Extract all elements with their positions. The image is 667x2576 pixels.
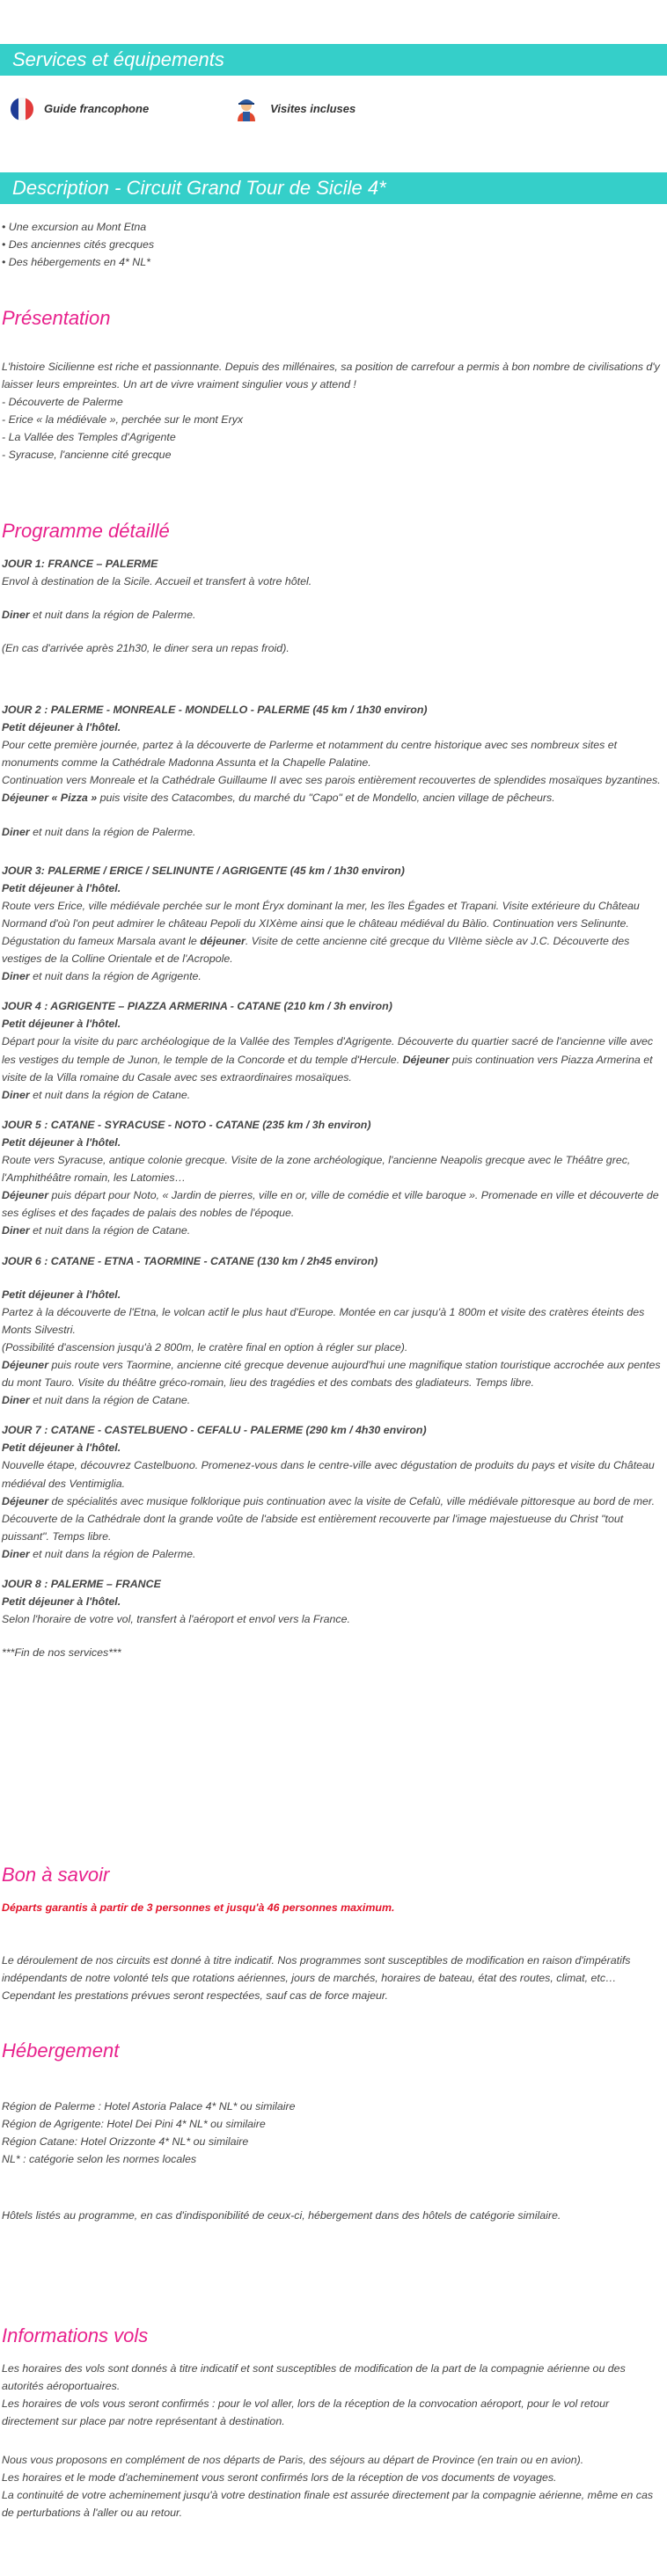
day-breakfast: Petit déjeuner à l'hôtel. (2, 1018, 121, 1031)
day-diner: Diner et nuit dans la région de Catane. (2, 1088, 191, 1101)
day-lunch: Déjeuner puis départ pour Noto, « Jardin de pierres, ville en or, ville de comédie et ville baroque ». Promenade en ville et découverte de ses églises et des façades de palais des nobles de l'époque. (2, 1189, 659, 1220)
presentation-item: - La Vallée des Temples d'Agrigente (2, 430, 176, 443)
description-header: Description - Circuit Grand Tour de Sicile 4* (0, 172, 667, 204)
vols-text: Nous vous proposons en complément de nos départs de Paris, des séjours au départ de Province (en train ou en avion). (2, 2453, 584, 2466)
bon-a-savoir-title: Bon à savoir (2, 1864, 110, 1886)
day-diner: Diner et nuit dans la région de Catane. (2, 1224, 191, 1237)
day-diner: Diner et nuit dans la région de Agrigente. (2, 970, 202, 983)
day-title: JOUR 6 : CATANE - ETNA - TAORMINE - CATANE (130 km / 2h45 environ) (2, 1254, 378, 1267)
visits-badge (233, 95, 355, 123)
presentation-item: - Découverte de Palerme (2, 395, 123, 408)
hotel-item: Région de Palerme : Hotel Astoria Palace 4* NL* ou similaire (2, 2099, 296, 2113)
guide-label: Guide francophone (44, 102, 150, 116)
vols-title: Informations vols (2, 2324, 149, 2346)
day-note: (En cas d'arrivée après 21h30, le diner sera un repas froid). (2, 641, 290, 654)
hebergement-note: Hôtels listés au programme, en cas d'indisponibilité de ceux-ci, hébergement dans des hôtels de catégorie similaire. (2, 2208, 561, 2222)
day-text: Pour cette première journée, partez à la découverte de Parlerme et notamment du centre historique avec ses nombreux sites et monuments comme la Cathédrale Madonna Assunta et la Chapelle Palatine. (2, 739, 618, 770)
day-text: (Possibilité d'ascension jusqu'à 2 800m, le cratère final en option à régler sur place). (2, 1340, 408, 1354)
bon-a-savoir-section (2, 1863, 662, 2004)
day-diner: Diner et nuit dans la région de Palerme. (2, 1547, 196, 1560)
hotel-item: NL* : catégorie selon les normes locales (2, 2152, 197, 2165)
services-badges (11, 95, 387, 123)
day-diner: Diner et nuit dans la région de Catane. (2, 1394, 191, 1407)
day-lunch: Déjeuner « Pizza » puis visite des Catacombes, du marché du "Capo" et de Mondello, ancien village de pêcheurs. (2, 792, 555, 805)
day-breakfast: Petit déjeuner à l'hôtel. (2, 1135, 121, 1149)
bullet-item: • Des anciennes cités grecques (2, 238, 155, 252)
vols-text: Les horaires de vols vous seront confirmés : pour le vol aller, lors de la réception de la convocation aéroport, pour le vol retour directement sur place par notre représentant à destination. (2, 2397, 610, 2427)
day-text: Selon l'horaire de votre vol, transfert à l'aéroport et envol vers la France. (2, 1613, 350, 1626)
presentation-item: - Erice « la médiévale », perchée sur le mont Eryx (2, 412, 244, 426)
vols-text: La continuité de votre acheminement jusqu'à votre destination finale est assurée directement par la compagnie aérienne, même en cas de perturbations à l'aller ou au retour. (2, 2489, 654, 2520)
day-breakfast: Petit déjeuner à l'hôtel. (2, 721, 121, 734)
description-bullets (2, 218, 662, 271)
services-header: Services et équipements (0, 44, 667, 76)
day-text: Route vers Syracuse, antique colonie grecque. Visite de la zone archéologique, l'ancienne Neapolis grecque avec le Théâtre grec, l'Amphithéâtre romain, les Latomies… (2, 1154, 631, 1185)
presentation-section (2, 306, 662, 463)
day-lunch: Déjeuner de spécialités avec musique folklorique puis continuation avec la visite de Cefalù, ville médiévale pittoresque au bord de mer. Découverte de la Cathédrale dont la grande voûte de l'abside est entièrement recouverte par l'image majestueuse du Christ "tout puissant". Temps libre. (2, 1494, 656, 1543)
tour-guide-icon (233, 95, 260, 123)
vols-text: Les horaires des vols sont donnés à titre indicatif et sont susceptibles de modification de la part de la compagnie aérienne ou des autorités aéroportuaires. (2, 2361, 626, 2392)
day-lunch: Déjeuner puis route vers Taormine, ancienne cité grecque devenue aujourd'hui une magnifique station touristique accrochée aux pentes du mont Tauro. Visite du théâtre gréco-romain, lieu des tragédies et des combats des gladiateurs. Temps libre. (2, 1358, 661, 1390)
bullet-item: • Des hébergements en 4* NL* (2, 256, 150, 269)
programme-title: Programme détaillé (2, 520, 170, 542)
end-of-services: ***Fin de nos services*** (2, 1646, 121, 1660)
day-text: Partez à la découverte de l'Etna, le volcan actif le plus haut d'Europe. Montée en car jusqu'à 1 800m et visite des cratères éteints des Monts Silvestri. (2, 1305, 645, 1336)
day-text: Route vers Erice, ville médiévale perchée sur le mont Éryx dominant la mer, les îles Égades et Trapani. Visite extérieure du Château Normand d'où l'on peut admirer le château Pepoli du XIXème ainsi que le château médiéval du Bàlio. Continuation vers Selinunte. Dégustation du fameux Marsala avant le déjeuner. Visite de cette ancienne cité grecque du VIIème siècle av J.C. Découverte des vestiges de la Colline Orientale et de l'Acropole. (2, 899, 640, 966)
day-text: Nouvelle étape, découvrez Castelbuono. Promenez-vous dans le centre-ville avec dégustation de produits du pays et visite du Château médiéval des Ventimiglia. (2, 1459, 655, 1490)
day-title: JOUR 5 : CATANE - SYRACUSE - NOTO - CATANE (235 km / 3h environ) (2, 1118, 371, 1131)
presentation-title: Présentation (2, 307, 111, 329)
hotel-item: Région Catane: Hotel Orizzonte 4* NL* ou similaire (2, 2135, 249, 2148)
presentation-intro: L'histoire Sicilienne est riche et passionnante. Depuis des millénaires, sa position de carrefour a permis à bon nombre de civilisations d'y laisser leurs empreintes. Un art de vivre vraiment singulier vous y attend ! (2, 360, 660, 390)
bon-a-savoir-text: Le déroulement de nos circuits est donné à titre indicatif. Nos programmes sont susceptibles de modification en raison d'impératifs indépendants de notre volonté tels que rotations aériennes, jours de marchés, horaires de bateau, état des routes, climat, etc… Cependant les prestations prévues seront respectées, sauf cas de force majeur. (2, 1953, 631, 2002)
vols-text: Les horaires et le mode d'acheminement vous seront confirmés lors de la réception de vos documents de voyages. (2, 2471, 557, 2485)
french-flag-icon (11, 98, 33, 120)
day-title: JOUR 3: PALERME / ERICE / SELINUNTE / AGRIGENTE (45 km / 1h30 environ) (2, 864, 405, 877)
day-title: JOUR 1: FRANCE – PALERME (2, 557, 158, 570)
hotel-item: Région de Agrigente: Hotel Dei Pini 4* NL* ou similaire (2, 2117, 266, 2130)
day-diner: Diner et nuit dans la région de Palerme. (2, 825, 196, 838)
day-breakfast: Petit déjeuner à l'hôtel. (2, 1595, 121, 1609)
day-title: JOUR 2 : PALERME - MONREALE - MONDELLO - PALERME (45 km / 1h30 environ) (2, 703, 428, 716)
bullet-item: • Une excursion au Mont Etna (2, 221, 147, 233)
day-title: JOUR 7 : CATANE - CASTELBUENO - CEFALU - PALERME (290 km / 4h30 environ) (2, 1424, 427, 1437)
hebergement-title: Hébergement (2, 2040, 120, 2062)
day-text: Continuation vers Monreale et la Cathédrale Guillaume II avec ses parois entièrement recouvertes de splendides mosaïques byzantines. (2, 774, 661, 787)
day-title: JOUR 4 : AGRIGENTE – PIAZZA ARMERINA - CATANE (210 km / 3h environ) (2, 1000, 392, 1013)
hebergement-section (2, 2039, 662, 2224)
day-text: Envol à destination de la Sicile. Accueil et transfert à votre hôtel. (2, 574, 312, 587)
day-breakfast: Petit déjeuner à l'hôtel. (2, 1288, 121, 1301)
day-text: Départ pour la visite du parc archéologique de la Vallée des Temples d'Agrigente. Découverte du quartier sacré de l'ancienne ville avec les vestiges du temple de Junon, le temple de la Concorde et du temple d'Hercule. Déjeuner puis continuation vers Piazza Armerina et visite de la Villa romaine du Casale avec ses extraordinaires mosaïques. (2, 1035, 654, 1084)
guaranteed-departures: Départs garantis à partir de 3 personnes et jusqu'à 46 personnes maximum. (2, 1901, 395, 1914)
visits-label: Visites incluses (270, 102, 356, 116)
programme-section (2, 519, 662, 1661)
vols-section (2, 2324, 662, 2521)
presentation-item: - Syracuse, l'ancienne cité grecque (2, 449, 172, 462)
day-diner: Diner et nuit dans la région de Palerme. (2, 608, 196, 621)
day-breakfast: Petit déjeuner à l'hôtel. (2, 1441, 121, 1455)
day-breakfast: Petit déjeuner à l'hôtel. (2, 881, 121, 894)
guide-badge (11, 98, 149, 120)
day-title: JOUR 8 : PALERME – FRANCE (2, 1578, 161, 1590)
